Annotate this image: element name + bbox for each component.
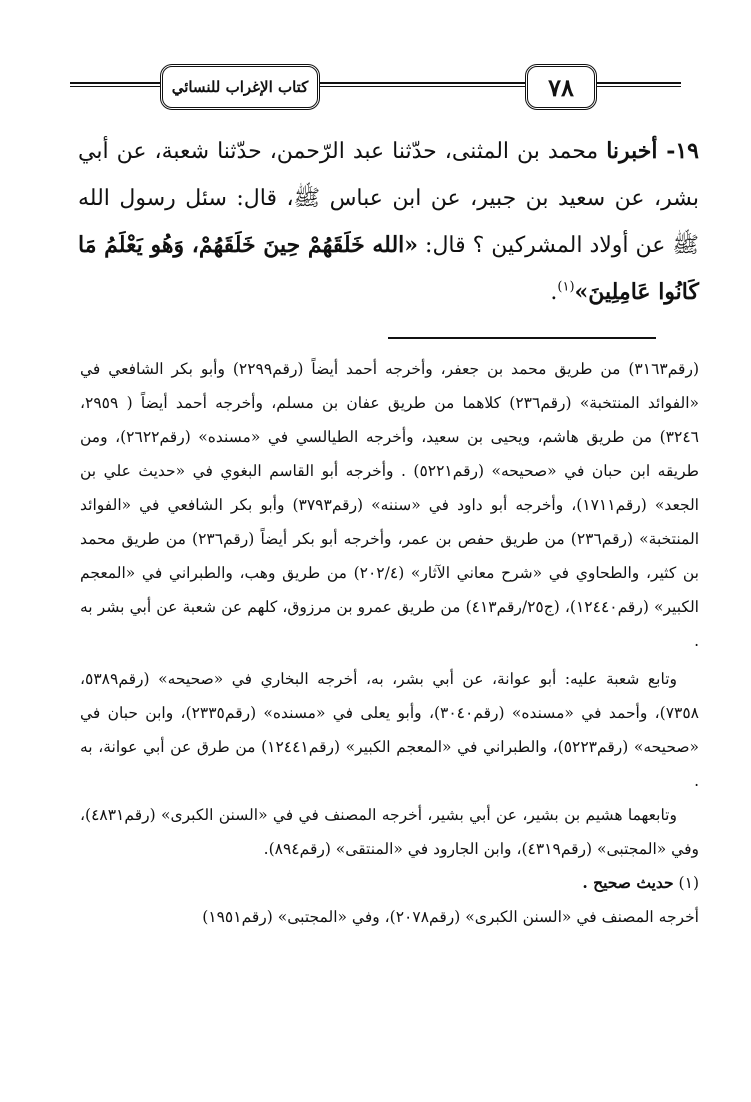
page-header — [0, 0, 751, 120]
sentence-end: . — [550, 280, 558, 305]
footnote-paragraph: وتابع شعبة عليه: أبو عوانة، عن أبي بشر، به، أخرجه البخاري في «صحيحه» (رقم٥٣٨٩، ٧٣٥٨)، وأحمد في «مسنده» (رقم٣٠٤٠)، وأبو يعلى في «مسنده» (رقم٢٣٣٥)، وابن حبان في «صحيحه» (رقم٥٢٢٣)، والطبراني في «المعجم الكبير» (رقم١٢٤٤١) من طرق عن أبي عوانة، به . — [80, 670, 700, 790]
isnad-text: محمد بن المثنى، حدّثنا عبد الرّحمن، حدّثنا شعبة، عن أبي بشر، عن سعيد بن جبير، عن ابن عباس ﷺ، قال: سئل رسول الله ﷺ عن أولاد المشركين ؟ قال: — [78, 139, 699, 258]
footnote-divider — [388, 337, 656, 339]
hadith-paragraph — [78, 128, 699, 316]
book-title: كتاب الإغراب للنسائي — [160, 64, 320, 110]
akhbarana-word: أخبرنا — [606, 138, 658, 164]
hadith-text — [78, 128, 699, 316]
footnote-1-label: حديث صحيح . — [582, 873, 674, 892]
page-number: ٧٨ — [525, 64, 597, 110]
prophetic-quote: «الله خَلَقَهُمْ حِينَ خَلَقَهُمْ، وَهُو يَعْلَمُ مَا كَانُوا عَامِلِينَ» — [78, 232, 699, 305]
footnote-1-text: أخرجه المصنف في «السنن الكبرى» (رقم٢٠٧٨)، وفي «المجتبى» (رقم١٩٥١) — [202, 908, 699, 926]
footnote-1-number: (١) — [678, 874, 699, 892]
footnote-paragraph: وتابعهما هشيم بن بشير، عن أبي بشير، أخرجه المصنف في في «السنن الكبرى» (رقم٤٨٣١)، وفي «المجتبى» (رقم٤٣١٩)، وابن الجارود في «المنتقى» (رقم٨٩٤). — [80, 806, 699, 858]
hadith-number: ١٩- — [657, 138, 699, 164]
footnote-1-heading — [80, 866, 699, 900]
footnotes-section — [80, 352, 699, 934]
footnote-paragraph: (رقم٣١٦٣) من طريق محمد بن جعفر، وأخرجه أحمد أيضاً (رقم٢٢٩٩) وأبو بكر الشافعي في «الفوائد المنتخبة» (رقم٢٣٦) كلاهما من طريق عفان بن مسلم، وأخرجه أحمد أيضاً ( ٢٩٥٩، ٣٢٤٦) من طريق هاشم، ويحيى بن سعيد، وأخرجه الطيالسي في «مسنده» (رقم٢٦٢٢)، ومن طريقه ابن حبان في «صحيحه» (رقم٥٢٢١) . وأخرجه أبو القاسم البغوي في «حديث علي بن الجعد» (رقم١٧١١)، وأخرجه أبو داود في «سننه» (رقم٣٧٩٣) وأبو بكر الشافعي في «الفوائد المنتخبة» (رقم٢٣٦) من طريق حفص بن عمر، وأخرجه أبو بكر أيضاً (رقم٢٣٦) من طريق محمد بن كثير، والطحاوي في «شرح معاني الآثار» (٢٠٢/٤) من طريق وهب، والطبراني في «المعجم الكبير» (رقم١٢٤٤٠)، (ج٢٥/رقم٤١٣) من طريق عمرو بن مرزوق، كلهم عن شعبة عن أبي بشر به . — [80, 360, 700, 650]
footnote-marker: (١) — [557, 279, 575, 295]
